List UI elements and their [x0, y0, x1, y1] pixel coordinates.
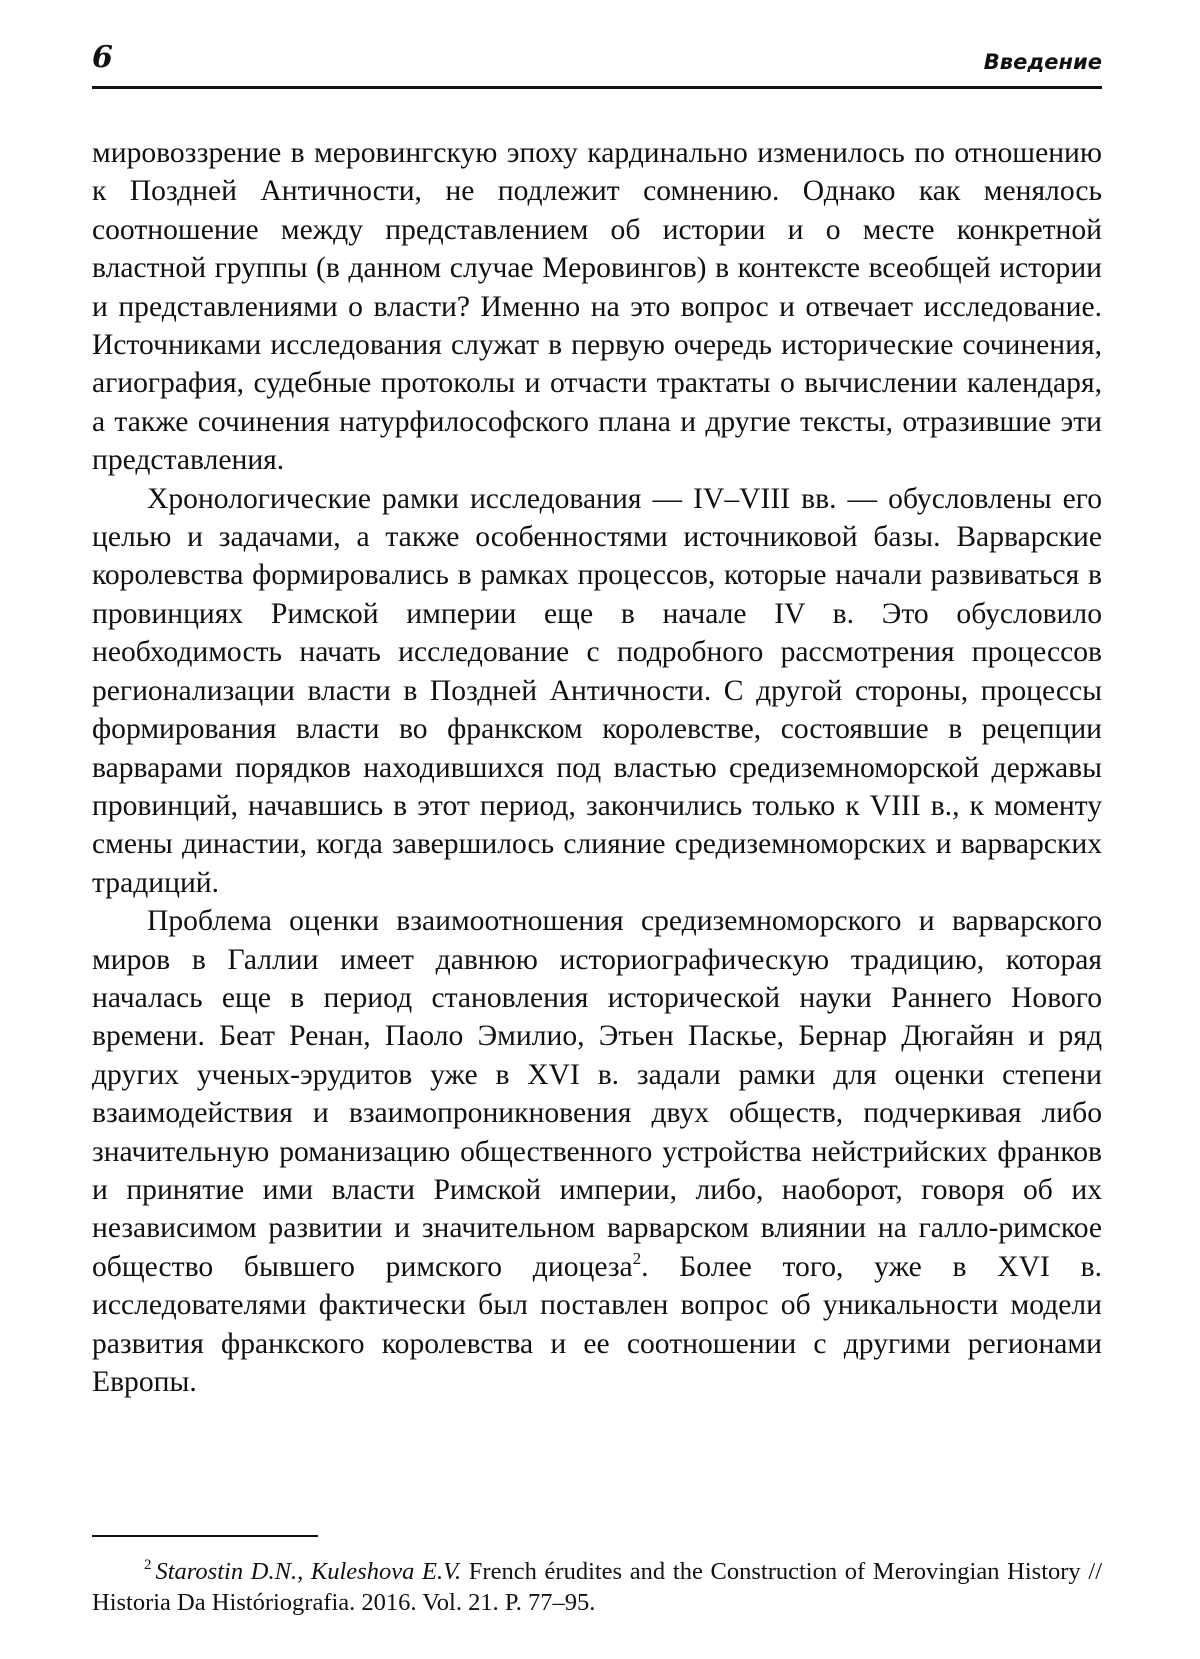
paragraph-3-text-after-note: . Более того, уже в XVI в. исследователями фактически был поставлен вопрос об уникальности модели развития франкского королевства и ее соотношении с другими регионами Европы.	[92, 1250, 1102, 1398]
page-number: 6	[92, 40, 113, 75]
footnote	[92, 1556, 1102, 1618]
paragraph-2: Хронологические рамки исследования — IV–VIII вв. — обусловлены его целью и задачами, а также особенностями источниковой базы. Варварские королевства формировались в рамках процессов, которые начали развиваться в провинциях Римской империи еще в начале IV в. Это обусловило необходимость начать исследование с подробного рассмотрения процессов регионализации власти в Поздней Античности. С другой стороны, процессы формирования власти во франкском королевстве, состоявшие в рецепции варварами порядков находившихся под властью средиземноморской державы провинций, начавшись в этот период, закончились только к VIII в., к моменту смены династии, когда завершилось слияние средиземноморских и варварских традиций.	[92, 482, 1102, 899]
section-title: Введение	[983, 50, 1102, 74]
paragraph-3	[92, 902, 1102, 1401]
footnote-citation: French érudites and the Construction of Merovingian History // Historia Da Históriografia. 2016. Vol. 21. P. 77–95.	[92, 1558, 1103, 1616]
footnote-marker: 2	[144, 1557, 152, 1573]
paragraph-1: мировоззрение в меровингскую эпоху кардинально изменилось по отношению к Поздней Античности, не подлежит сомнению. Однако как менялось соотношение между представлением об истории и о месте конкретной властной группы (в данном случае Меровингов) в контексте всеобщей истории и представлениями о власти? Именно на это вопрос и отвечает исследование. Источниками исследования служат в первую очередь исторические сочинения, агиография, судебные протоколы и отчасти трактаты о вычислении календаря, а также сочинения натурфилософского плана и другие тексты, отразившие эти представления.	[92, 137, 1102, 477]
running-header	[92, 38, 1102, 89]
footnote-divider	[92, 1535, 318, 1537]
footnote-reference-marker: 2	[632, 1248, 642, 1268]
paragraph-3-text-before-note: Проблема оценки взаимоотношения средиземноморского и варварского миров в Галлии имеет давнюю историографическую традицию, которая началась еще в период становления исторической науки Раннего Нового времени. Беат Ренан, Паоло Эмилио, Этьен Паскье, Бернар Дюгайян и ряд других ученых-эрудитов уже в XVI в. задали рамки для оценки степени взаимодействия и взаимопроникновения двух обществ, подчеркивая либо значительную романизацию общественного устройства нейстрийских франков и принятие ими власти Римской империи, либо, наоборот, говоря об их независимом развитии и значительном варварском влиянии на галло-римское общество бывшего римского диоцеза	[92, 905, 1102, 1283]
body-text	[92, 134, 1102, 1401]
footnote-authors: Starostin D.N., Kuleshova E.V.	[155, 1558, 462, 1585]
